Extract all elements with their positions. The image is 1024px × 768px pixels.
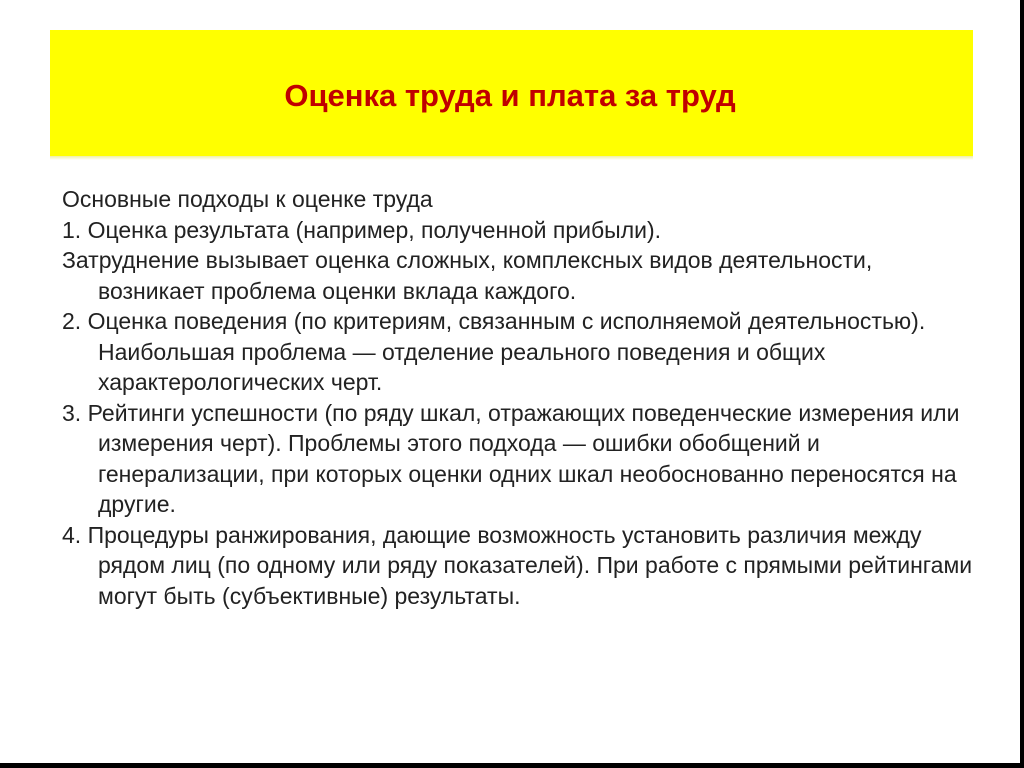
approach-1-difficulty: Затруднение вызывает оценка сложных, комплексных видов деятельности, возникает проблема оценки вклада каждого.	[62, 247, 873, 304]
approach-3: 3. Рейтинги успешности (по ряду шкал, отражающих поведенческие измерения или измерения черт). Проблемы этого подхода — ошибки обобщений и генерализации, при которых оценки одних шкал необоснованно переносятся на другие.	[62, 399, 960, 517]
slide-body	[62, 184, 982, 611]
approach-4: 4. Процедуры ранжирования, дающие возможность установить различия между рядом лиц (по одному или ряду показателей). При работе с прямыми рейтингами могут быть (субъективные) результаты.	[62, 521, 973, 609]
slide-title: Оценка труда и плата за труд	[284, 78, 736, 113]
banner-shadow	[50, 156, 973, 160]
body-heading: Основные подходы к оценке труда	[62, 186, 433, 212]
approach-2: 2. Оценка поведения (по критериям, связанным с исполняемой деятельностью). Наибольшая проблема — отделение реального поведения и общих характерологических черт.	[62, 308, 926, 395]
approach-1: 1. Оценка результата (например, полученной прибыли).	[62, 216, 662, 243]
